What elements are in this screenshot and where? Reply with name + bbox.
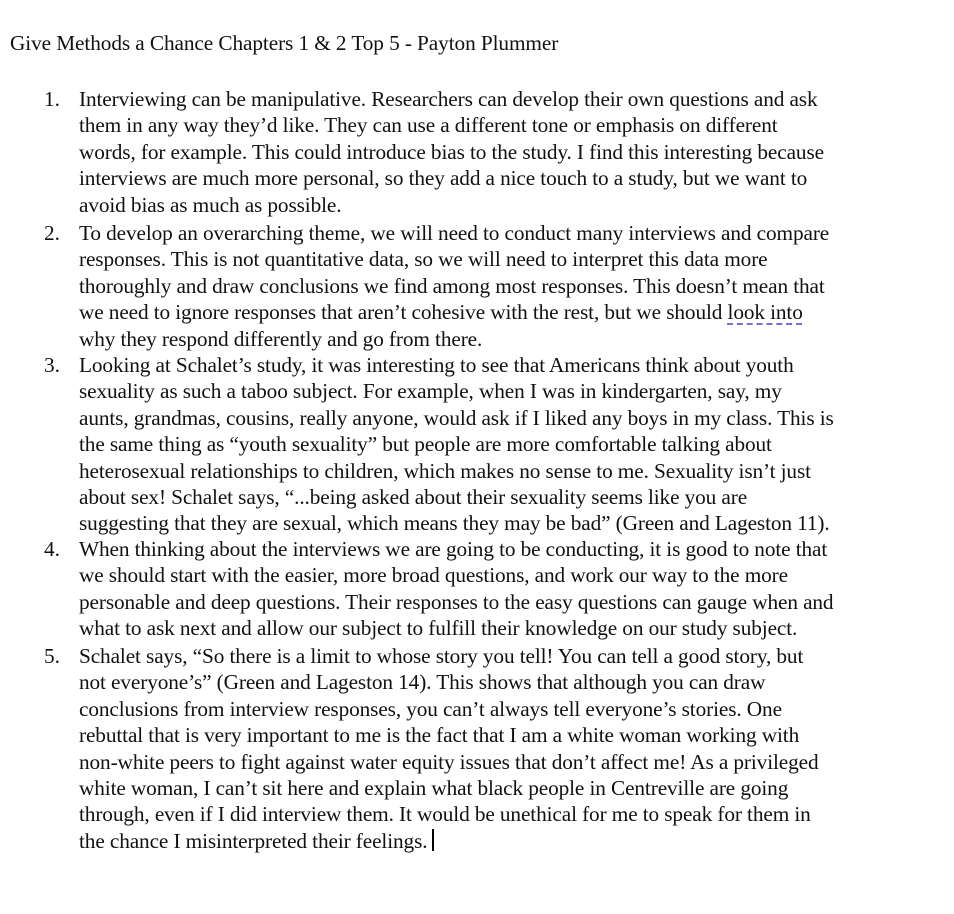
text-line: Schalet says, “So there is a limit to whose story you tell! You can tell a good story, but [79,644,804,668]
text-cursor [432,829,434,851]
spellcheck-flagged-phrase[interactable]: look into [727,300,803,325]
text-line: non-white peers to fight against water equity issues that don’t affect me! As a privileged [79,749,819,774]
text-line: heterosexual relationships to children, which makes no sense to me. Sexuality isn’t just [79,458,811,483]
list-item-text[interactable] [79,643,915,854]
text-line: sexuality as such a taboo subject. For example, when I was in kindergarten, say, my [79,379,782,404]
text-line: not everyone’s” (Green and Lageston 14). This shows that although you can draw [79,670,766,695]
text-line: aunts, grandmas, cousins, really anyone, would ask if I liked any boys in my class. This is [79,405,834,430]
text-segment: we need to ignore responses that aren’t cohesive with the rest, but we should [79,300,728,325]
list-item-number: 3. [44,353,60,377]
list-item-number: 2. [44,221,60,245]
text-line: Interviewing can be manipulative. Researchers can develop their own questions and ask [79,87,818,111]
text-line: thoroughly and draw conclusions we find among most responses. This doesn’t mean that [79,273,825,298]
text-line: avoid bias as much as possible. [79,192,342,217]
text-line: rebuttal that is very important to me is the fact that I am a white woman working with [79,723,800,748]
list-item-number: 4. [44,537,60,561]
text-line: them in any way they’d like. They can use a different tone or emphasis on different [79,113,778,138]
text-line: When thinking about the interviews we are going to be conducting, it is good to note that [79,537,828,561]
list-item-text[interactable] [79,352,915,537]
text-line-with-cursor [79,828,915,854]
text-line: suggesting that they are sexual, which means they may be bad” (Green and Lageston 11). [79,511,830,536]
list-item-text[interactable] [79,220,915,352]
text-line: about sex! Schalet says, “...being asked about their sexuality seems like you are [79,485,748,510]
document-title[interactable]: Give Methods a Chance Chapters 1 & 2 Top 5 - Payton Plummer [10,31,559,55]
text-line: why they respond differently and go from there. [79,326,483,351]
text-line: responses. This is not quantitative data, so we will need to interpret this data more [79,247,768,272]
list-item-text[interactable] [79,86,915,218]
list-item-number: 1. [44,87,60,111]
text-segment: the chance I misinterpreted their feelings. [79,828,428,853]
text-line: what to ask next and allow our subject to fulfill their knowledge on our study subject. [79,616,798,641]
text-line: conclusions from interview responses, you can’t always tell everyone’s stories. One [79,696,782,721]
text-line: To develop an overarching theme, we will need to conduct many interviews and compare [79,221,830,245]
text-line: Looking at Schalet’s study, it was interesting to see that Americans think about youth [79,353,794,377]
list-item-text[interactable] [79,536,915,642]
text-line: personable and deep questions. Their responses to the easy questions can gauge when and [79,589,834,614]
text-line: the same thing as “youth sexuality” but people are more comfortable talking about [79,432,772,457]
text-line-with-flag [79,299,915,325]
text-line: words, for example. This could introduce bias to the study. I find this interesting because [79,139,824,164]
text-line: interviews are much more personal, so they add a nice touch to a study, but we want to [79,166,808,191]
text-line: we should start with the easier, more broad questions, and work our way to the more [79,563,788,588]
list-item-number: 5. [44,644,60,668]
text-line: white woman, I can’t sit here and explain what black people in Centreville are going [79,776,789,801]
text-line: through, even if I did interview them. It would be unethical for me to speak for them in [79,802,811,827]
